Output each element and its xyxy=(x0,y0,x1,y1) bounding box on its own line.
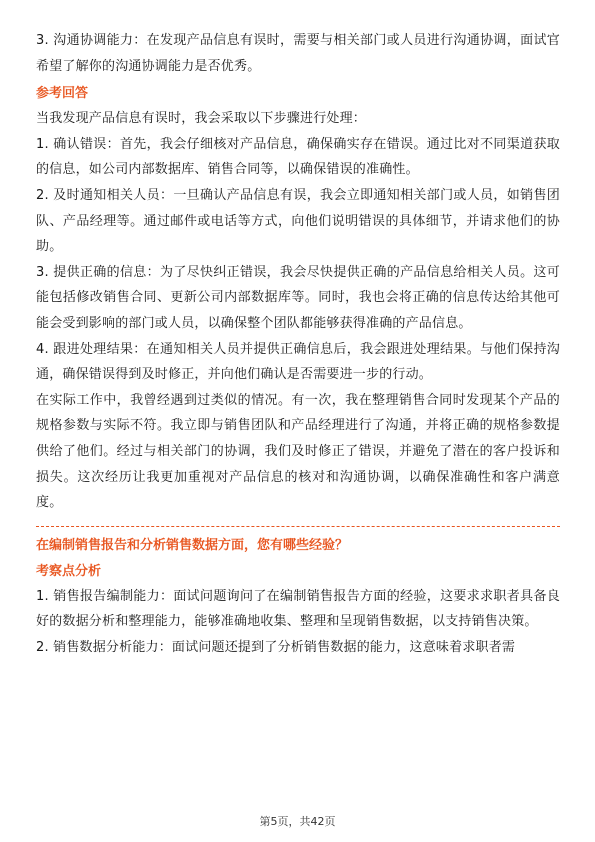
answer-experience: 在实际工作中，我曾经遇到过类似的情况。有一次，我在整理销售合同时发现某个产品的规格参数与实际不符。我立即与销售团队和产品经理进行了沟通，并将正确的规格参数提供给了他们。经过与相关部门的协调，我们及时修正了错误，并避免了潜在的客户投诉和损失。这次经历让我更加重视对产品信息的核对和沟通协调，以确保准确性和客户满意度。 xyxy=(36,392,560,511)
analysis-point-2: 2. 销售数据分析能力：面试问题还提到了分析销售数据的能力，这意味着求职者需 xyxy=(36,639,516,655)
answer-step-2: 2. 及时通知相关人员：一旦确认产品信息有误，我会立即通知相关部门或人员，如销售团队、产品经理等。通过邮件或电话等方式，向他们说明错误的具体细节，并请求他们的协助。 xyxy=(36,187,560,255)
interview-question: 在编制销售报告和分析销售数据方面，您有哪些经验？ xyxy=(36,537,349,553)
reference-answer-heading: 参考回答 xyxy=(36,86,89,102)
answer-step-1: 1. 确认错误：首先，我会仔细核对产品信息，确保确实存在错误。通过比对不同渠道获取的信息，如公司内部数据库、销售合同等，以确保错误的准确性。 xyxy=(36,136,560,178)
answer-step-3: 3. 提供正确的信息：为了尽快纠正错误，我会尽快提供正确的产品信息给相关人员。这可能包括修改销售合同、更新公司内部数据库等。同时，我也会将正确的信息传达给其他可能会受到影响的部门或人员，以确保整个团队都能够获得准确的产品信息。 xyxy=(36,264,560,331)
analysis-heading: 考察点分析 xyxy=(36,563,102,579)
answer-intro: 当我发现产品信息有误时，我会采取以下步骤进行处理： xyxy=(36,111,367,127)
prev-question-point-3: 3. 沟通协调能力：在发现产品信息有误时，需要与相关部门或人员进行沟通协调，面试官希望了解你的沟通协调能力是否优秀。 xyxy=(36,33,560,74)
analysis-point-1: 1. 销售报告编制能力：面试问题询问了在编制销售报告方面的经验，这要求求职者具备良好的数据分析和整理能力，能够准确地收集、整理和呈现销售数据，以支持销售决策。 xyxy=(36,588,560,630)
answer-step-4: 4. 跟进处理结果：在通知相关人员并提供正确信息后，我会跟进处理结果。与他们保持沟通，确保错误得到及时修正，并向他们确认是否需要进一步的行动。 xyxy=(36,341,560,383)
section-divider xyxy=(36,526,560,527)
page-content xyxy=(36,28,560,660)
page-number: 第5页，共42页 xyxy=(259,815,336,828)
